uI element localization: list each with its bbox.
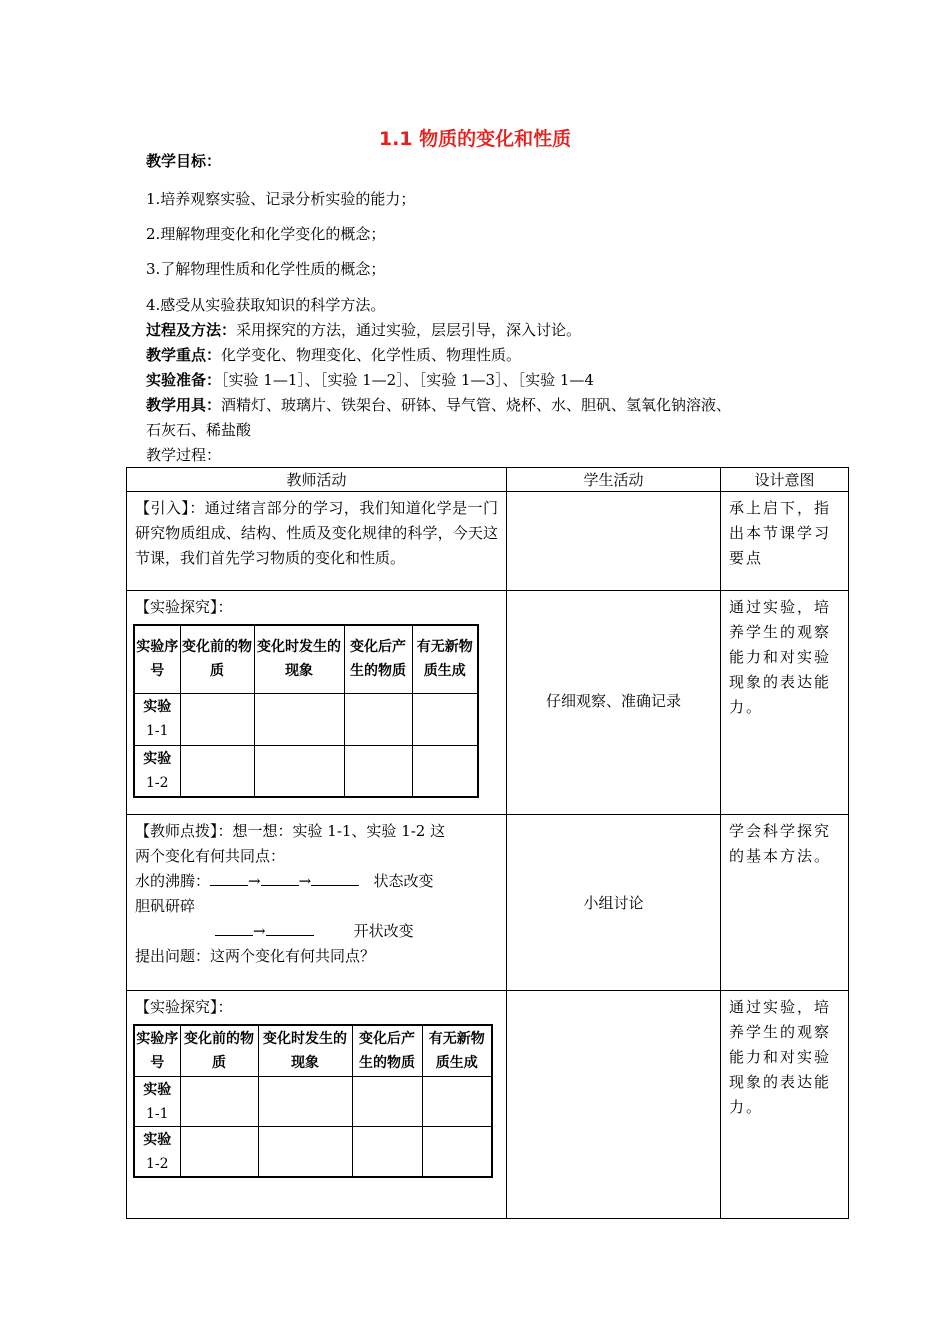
col-header: 变化后产生的物质 bbox=[344, 625, 412, 693]
process-method: 过程及方法：采用探究的方法，通过实验，层层引导，深入讨论。 bbox=[146, 321, 582, 339]
teacher-hint: 【教师点拨】：想一想：实验 1-1、实验 1-2 这 两个变化有何共同点： 水的沸腾： → → 状态改变 胆矾研碎 → 开状改变 提出问题：这两个变化有何共同点？ bbox=[135, 822, 446, 966]
col-header: 变化前的物质 bbox=[180, 625, 254, 693]
col-header: 有无新物质生成 bbox=[412, 625, 478, 693]
col-header: 实验序号 bbox=[134, 625, 180, 693]
row2-student: 仔细观察、准确记录 bbox=[545, 692, 681, 711]
row-label: 实验 1-2 bbox=[134, 1127, 180, 1177]
empty-cell[interactable] bbox=[344, 745, 412, 797]
empty-cell[interactable] bbox=[254, 693, 344, 745]
page-title: 1.1 物质的变化和性质 bbox=[378, 128, 572, 150]
empty-cell[interactable] bbox=[180, 745, 254, 797]
key-points: 教学重点：化学变化、物理变化、化学性质、物理性质。 bbox=[146, 346, 522, 364]
empty-cell[interactable] bbox=[344, 693, 412, 745]
objective-4: 4.感受从实验获取知识的科学方法。 bbox=[146, 296, 386, 314]
empty-cell[interactable] bbox=[258, 1077, 352, 1127]
row1-design: 承上启下，指出本节课学习要点 bbox=[729, 499, 832, 568]
header-teacher: 教师活动 bbox=[127, 468, 507, 492]
empty-cell[interactable] bbox=[352, 1127, 422, 1177]
empty-cell[interactable] bbox=[180, 1077, 258, 1127]
header-design: 设计意图 bbox=[721, 468, 849, 492]
row-label: 实验 1-1 bbox=[134, 693, 180, 745]
row2-label: 【实验探究】： bbox=[135, 598, 233, 617]
col-header: 实验序号 bbox=[134, 1025, 180, 1077]
header-student: 学生活动 bbox=[507, 468, 721, 492]
col-header: 变化时发生的现象 bbox=[254, 625, 344, 693]
empty-cell[interactable] bbox=[352, 1077, 422, 1127]
row-label: 实验 1-2 bbox=[134, 745, 180, 797]
empty-cell[interactable] bbox=[180, 693, 254, 745]
lesson-table bbox=[126, 467, 848, 1219]
empty-cell[interactable] bbox=[422, 1127, 492, 1177]
teaching-tools-cont: 石灰石、稀盐酸 bbox=[146, 421, 252, 439]
intro-text: 【引入】：通过绪言部分的学习，我们知道化学是一门研究物质组成、结构、性质及变化规律的科学，今天这节课，我们首先学习物质的变化和性质。 bbox=[135, 499, 498, 568]
row-label: 实验 1-1 bbox=[134, 1077, 180, 1127]
objectives-heading: 教学目标： bbox=[146, 152, 222, 170]
row3-student: 小组讨论 bbox=[583, 894, 644, 913]
col-header: 变化时发生的现象 bbox=[258, 1025, 352, 1077]
row4-student bbox=[507, 990, 721, 1218]
teaching-tools: 教学用具：酒精灯、玻璃片、铁架台、研钵、导气管、烧杯、水、胆矾、氢氧化钠溶液、 bbox=[146, 396, 732, 414]
experiment-table-1 bbox=[133, 624, 479, 798]
row1-student bbox=[507, 492, 721, 591]
row2-design: 通过实验，培养学生的观察能力和对实验现象的表达能力。 bbox=[729, 598, 832, 717]
row4-design: 通过实验，培养学生的观察能力和对实验现象的表达能力。 bbox=[729, 997, 832, 1116]
empty-cell[interactable] bbox=[412, 745, 478, 797]
objective-2: 2.理解物理变化和化学变化的概念； bbox=[146, 225, 386, 243]
empty-cell[interactable] bbox=[258, 1127, 352, 1177]
col-header: 变化后产生的物质 bbox=[352, 1025, 422, 1077]
empty-cell[interactable] bbox=[254, 745, 344, 797]
empty-cell[interactable] bbox=[180, 1127, 258, 1177]
col-header: 有无新物质生成 bbox=[422, 1025, 492, 1077]
row4-label: 【实验探究】： bbox=[135, 997, 233, 1016]
objective-3: 3.了解物理性质和化学性质的概念； bbox=[146, 260, 386, 278]
col-header: 变化前的物质 bbox=[180, 1025, 258, 1077]
row3-design: 学会科学探究的基本方法。 bbox=[729, 822, 832, 866]
empty-cell[interactable] bbox=[422, 1077, 492, 1127]
teaching-process-label: 教学过程： bbox=[146, 446, 222, 464]
experiment-prep: 实验准备：［实验 1—1］、［实验 1—2］、［实验 1—3］、［实验 1—4 bbox=[146, 371, 594, 389]
experiment-table-2 bbox=[133, 1024, 493, 1178]
objective-1: 1.培养观察实验、记录分析实验的能力； bbox=[146, 190, 416, 208]
empty-cell[interactable] bbox=[412, 693, 478, 745]
